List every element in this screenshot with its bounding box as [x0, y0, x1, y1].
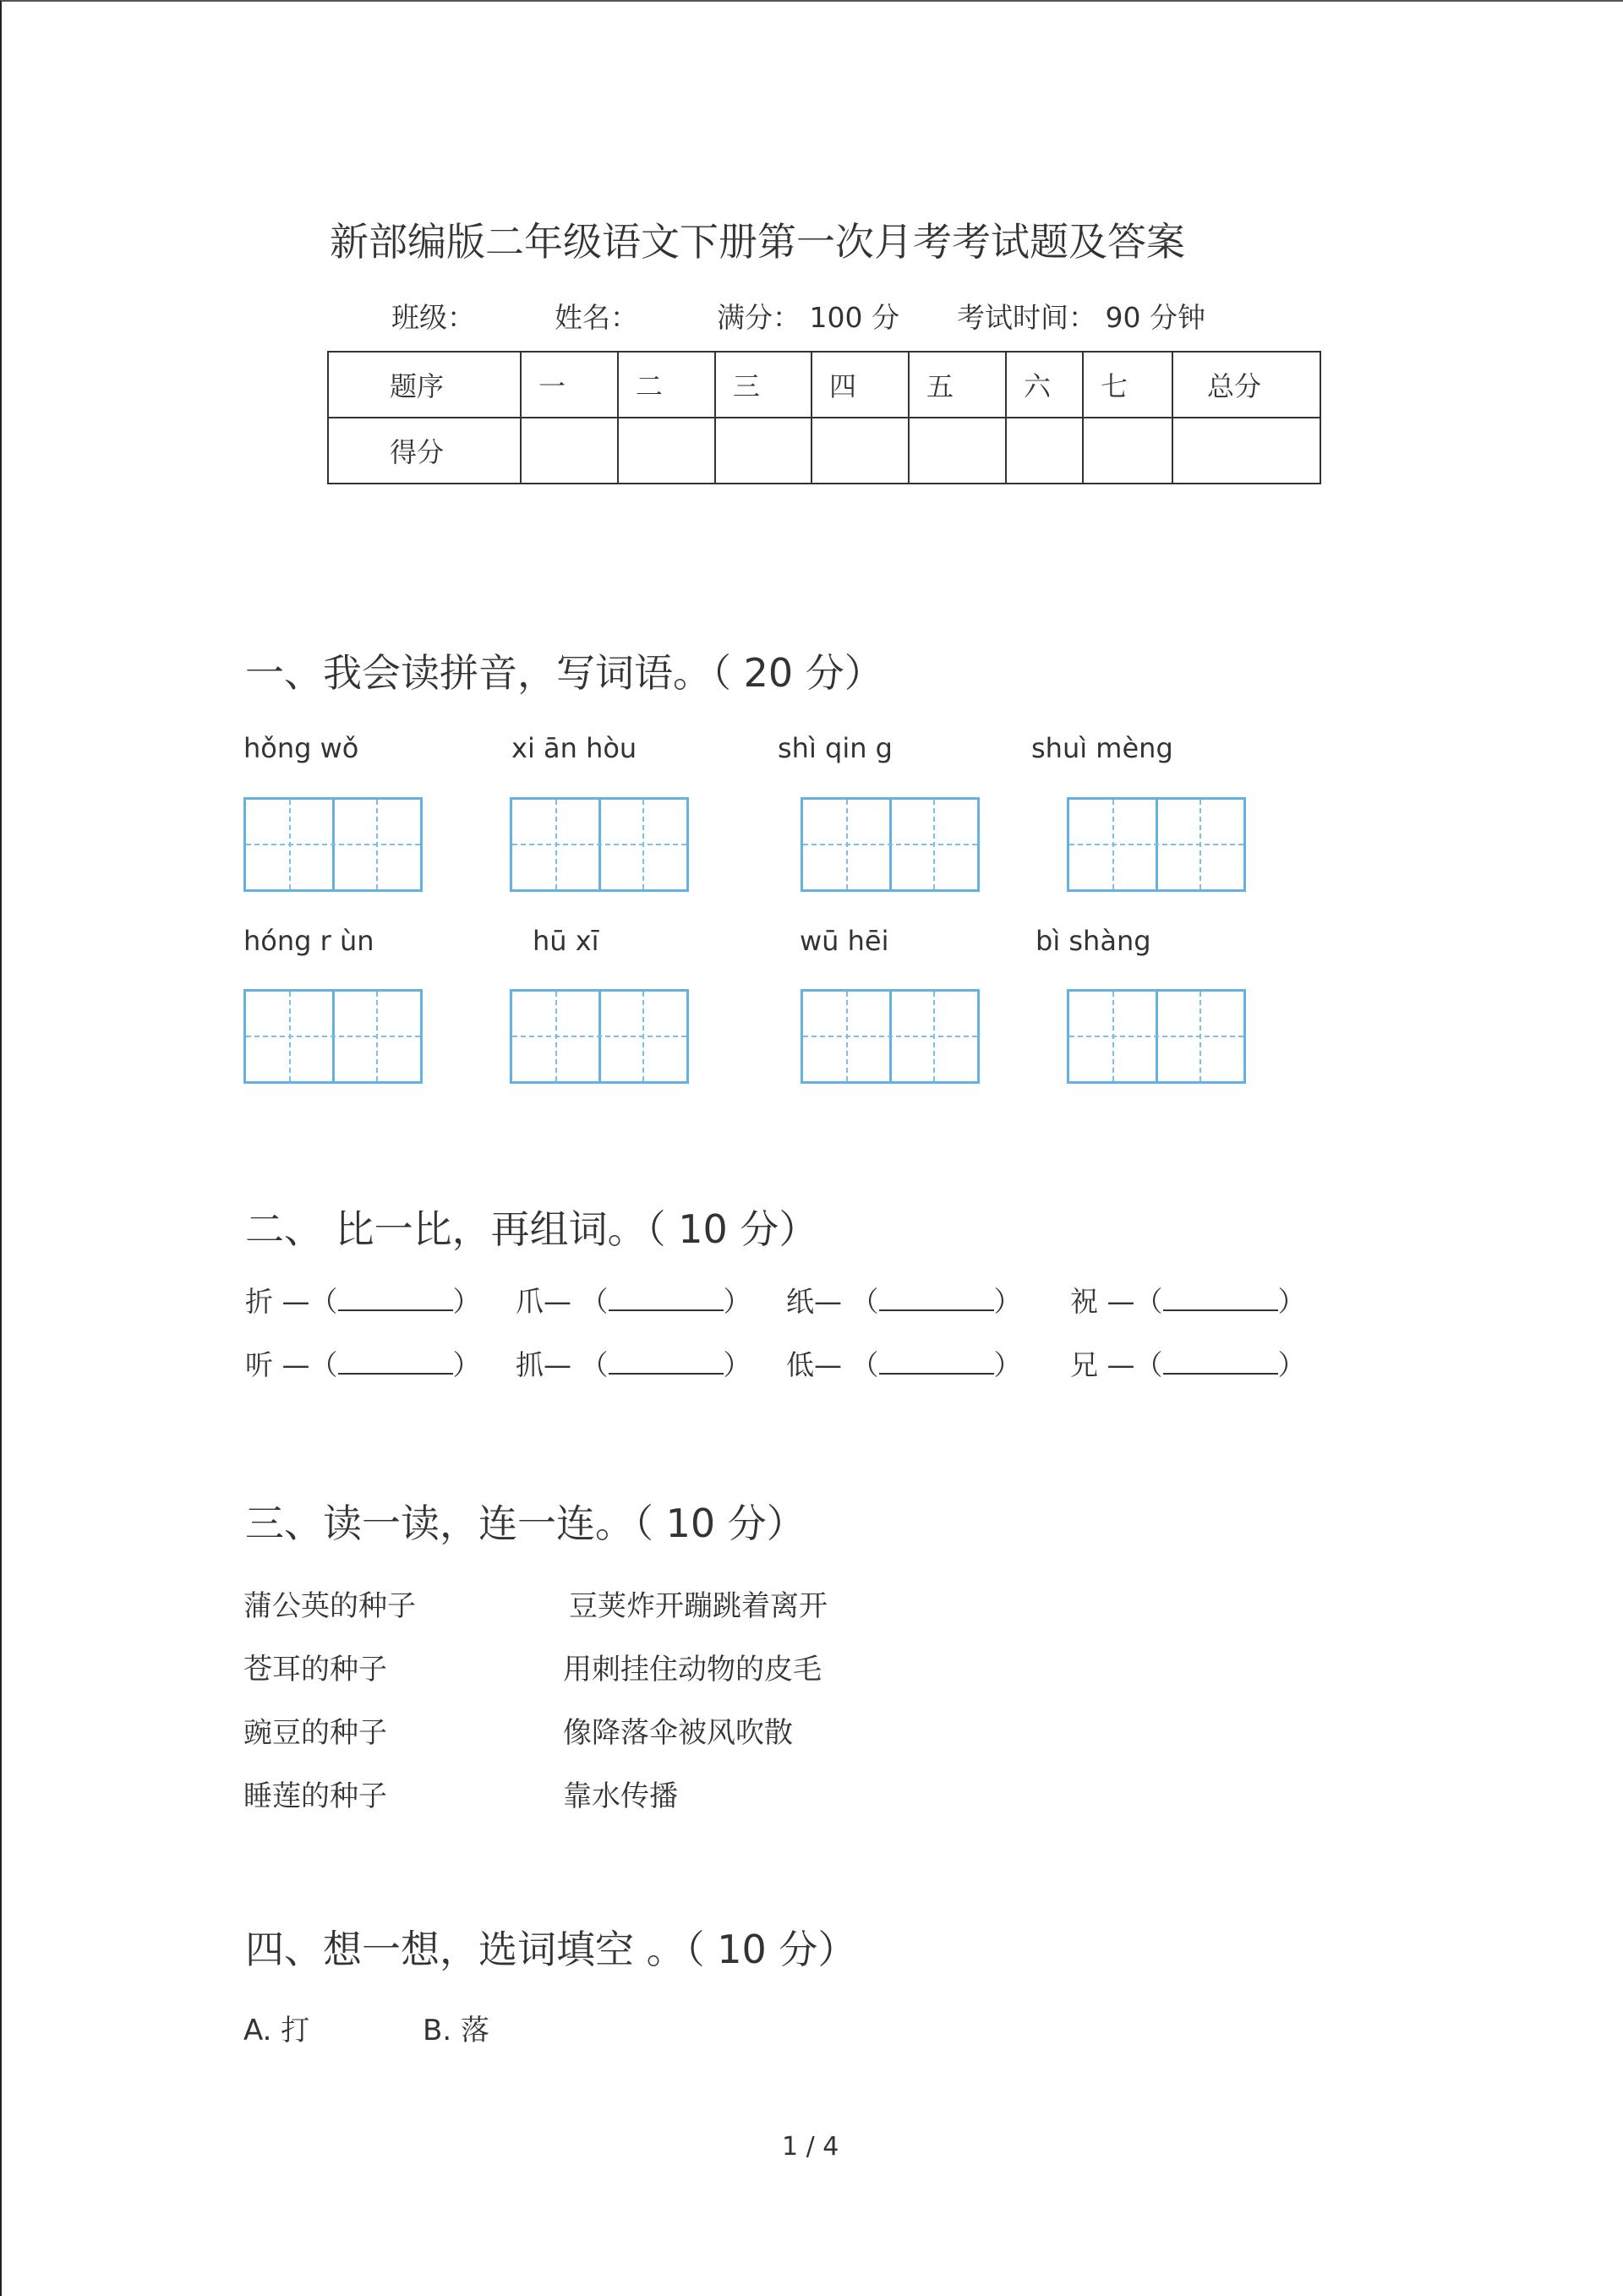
score-cell[interactable]: [715, 418, 812, 484]
close-paren: ）: [452, 1348, 481, 1381]
close-paren: ）: [1277, 1348, 1306, 1381]
pinyin-word: hū xī: [533, 925, 599, 957]
option-b: B. 落: [423, 2014, 489, 2047]
class-label: 班级：: [391, 301, 475, 334]
compare-item: [245, 1343, 481, 1383]
writing-grid[interactable]: [801, 989, 980, 1084]
answer-blank[interactable]: [879, 1282, 994, 1311]
match-left-item[interactable]: 苍耳的种子: [243, 1653, 387, 1686]
compare-char: 低— （: [786, 1348, 879, 1381]
table-header-cell: 题序: [328, 352, 521, 418]
match-right-item[interactable]: 用刺挂住动物的皮毛: [563, 1653, 822, 1686]
section-3-title: 三、读一读，连一连。（ 10 分）: [245, 1501, 806, 1546]
score-table: [327, 351, 1321, 484]
table-header-cell: 二: [618, 352, 715, 418]
answer-blank[interactable]: [338, 1282, 453, 1311]
table-header-cell: 七: [1083, 352, 1172, 418]
full-marks-label: 满分： 100 分: [717, 301, 899, 334]
compare-char: 爪— （: [516, 1285, 609, 1318]
name-label: 姓名：: [555, 301, 638, 334]
table-row-label: 得分: [328, 418, 521, 484]
compare-char: 祝 —（: [1070, 1285, 1163, 1318]
compare-char: 纸— （: [786, 1285, 879, 1318]
exam-time-label: 考试时间： 90 分钟: [957, 301, 1205, 334]
compare-char: 兄 —（: [1070, 1348, 1163, 1381]
compare-item: [786, 1343, 1022, 1383]
score-cell[interactable]: [618, 418, 715, 484]
compare-item: [516, 1280, 751, 1320]
compare-char: 听 —（: [245, 1348, 338, 1381]
pinyin-word: bì shàng: [1036, 925, 1151, 957]
writing-grid[interactable]: [243, 797, 423, 892]
close-paren: ）: [993, 1348, 1022, 1381]
match-right-item[interactable]: 靠水传播: [563, 1779, 678, 1813]
score-cell[interactable]: [909, 418, 1006, 484]
close-paren: ）: [1277, 1285, 1306, 1318]
table-header-cell: 总分: [1172, 352, 1320, 418]
writing-grid[interactable]: [510, 797, 689, 892]
answer-blank[interactable]: [338, 1346, 453, 1375]
table-header-cell: 一: [521, 352, 618, 418]
compare-item: [245, 1280, 481, 1320]
score-table-header-row: [328, 352, 1320, 418]
pinyin-word: hǒng wǒ: [243, 732, 359, 764]
compare-char: 抓— （: [516, 1348, 609, 1381]
answer-blank[interactable]: [879, 1346, 994, 1375]
score-cell[interactable]: [521, 418, 618, 484]
score-cell[interactable]: [1172, 418, 1320, 484]
page-number: 1 / 4: [782, 2132, 839, 2162]
writing-grid[interactable]: [801, 797, 980, 892]
compare-item: [516, 1343, 751, 1383]
close-paren: ）: [723, 1348, 751, 1381]
answer-blank[interactable]: [1163, 1282, 1278, 1311]
answer-blank[interactable]: [1163, 1346, 1278, 1375]
writing-grid[interactable]: [243, 989, 423, 1084]
answer-blank[interactable]: [609, 1282, 724, 1311]
section-1-title: 一、我会读拼音，写词语。（ 20 分）: [245, 650, 883, 696]
pinyin-word: xi ān hòu: [511, 732, 637, 764]
compare-item: [1070, 1280, 1306, 1320]
close-paren: ）: [993, 1285, 1022, 1318]
pinyin-word: hóng r ùn: [243, 925, 374, 957]
close-paren: ）: [723, 1285, 751, 1318]
score-table-score-row: [328, 418, 1320, 484]
score-cell[interactable]: [812, 418, 909, 484]
match-left-item[interactable]: 睡莲的种子: [243, 1779, 387, 1813]
writing-grid[interactable]: [1067, 797, 1246, 892]
pinyin-word: shì qin g: [778, 732, 893, 764]
match-right-item[interactable]: 豆荚炸开蹦跳着离开: [569, 1589, 828, 1623]
compare-item: [786, 1280, 1022, 1320]
answer-blank[interactable]: [609, 1346, 724, 1375]
section-2-title: 二、 比一比，再组词。（ 10 分）: [245, 1206, 818, 1252]
score-cell[interactable]: [1083, 418, 1172, 484]
table-header-cell: 三: [715, 352, 812, 418]
compare-item: [1070, 1343, 1306, 1383]
page-title: 新部编版二年级语文下册第一次月考考试题及答案: [330, 219, 1185, 265]
pinyin-word: wū hēi: [800, 925, 889, 957]
option-a: A. 打: [243, 2014, 310, 2047]
match-left-item[interactable]: 豌豆的种子: [243, 1716, 387, 1750]
table-header-cell: 四: [812, 352, 909, 418]
writing-grid[interactable]: [1067, 989, 1246, 1084]
pinyin-word: shuì mèng: [1031, 732, 1173, 764]
table-header-cell: 五: [909, 352, 1006, 418]
writing-grid[interactable]: [510, 989, 689, 1084]
section-4-title: 四、想一想，选词填空 。（ 10 分）: [245, 1927, 857, 1972]
close-paren: ）: [452, 1285, 481, 1318]
compare-char: 折 —（: [245, 1285, 338, 1318]
match-left-item[interactable]: 蒲公英的种子: [243, 1589, 416, 1623]
match-right-item[interactable]: 像降落伞被风吹散: [563, 1716, 793, 1750]
score-cell[interactable]: [1006, 418, 1083, 484]
table-header-cell: 六: [1006, 352, 1083, 418]
